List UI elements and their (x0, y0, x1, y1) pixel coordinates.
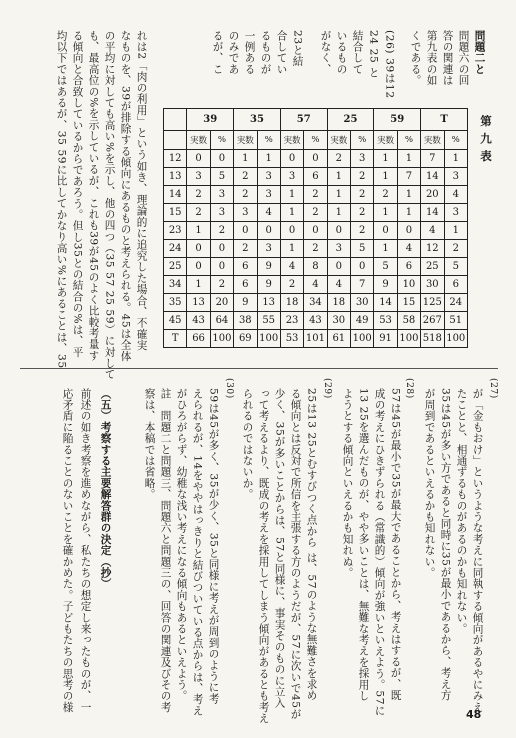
text-col: がなく、 (319, 30, 332, 75)
text-col: 結合して (351, 30, 364, 75)
table-cell: 3 (257, 240, 280, 258)
table-row (164, 222, 468, 240)
text-col: るが、こ (211, 30, 224, 75)
table-subheader-pct: % (444, 130, 468, 150)
text-col: (26) 39は12 (383, 30, 396, 99)
table-subheader-pct: % (304, 130, 327, 150)
data-table (163, 108, 468, 348)
table-cell: 1 (327, 186, 350, 204)
table-group-header: 25 (327, 109, 374, 131)
table-cell: 4 (421, 222, 444, 240)
table-cell: 1 (187, 275, 210, 293)
text-col: が「金もおけ」というような考えに同執する傾向があるやにみえ (471, 388, 484, 713)
table-cell: 49 (351, 311, 374, 329)
table-subheader-count: 実数 (327, 130, 350, 150)
table-cell: 6 (234, 275, 257, 293)
page-number: 48 (466, 708, 482, 721)
table-cell: 1 (397, 150, 420, 168)
table-cell: 5 (444, 258, 468, 276)
table-cell: 0 (374, 222, 397, 240)
note-number: (30) (224, 378, 234, 399)
table-subheader-count: 実数 (234, 130, 257, 150)
table-cell: 14 (421, 168, 444, 186)
text-col: ようとする傾向といえるかも知れぬ。 (341, 388, 354, 579)
note-number: (28) (404, 378, 414, 399)
text-col: のみであ (227, 30, 240, 75)
table-row-code: 14 (164, 186, 187, 204)
table-cell: 1 (327, 204, 350, 222)
text-col: えられるが、14をややはっきりと結びついている点からは、考え (191, 388, 204, 717)
table-corner-cell (164, 130, 187, 150)
table-cell: 20 (421, 186, 444, 204)
table-cell: 100 (351, 329, 374, 347)
table-cell: 2 (304, 240, 327, 258)
table-header-row (164, 109, 468, 131)
table-cell: 2 (210, 222, 233, 240)
table-cell: 0 (304, 222, 327, 240)
note-number: (27) (488, 378, 498, 399)
table-row-code: T (164, 329, 187, 347)
table-row-code: 25 (164, 258, 187, 276)
table-cell: 101 (304, 329, 327, 347)
table-row (164, 258, 468, 276)
table-cell: 13 (187, 293, 210, 311)
table-cell: 5 (210, 168, 233, 186)
table-cell: 9 (234, 293, 257, 311)
text-col: 問題二と (473, 30, 486, 75)
text-col: の平均に対しても高い%を示し、他の四つ（35 57 25 59）に対して (103, 30, 116, 381)
text-col: が周到であるといえるかも知れない。 (423, 388, 436, 579)
table-row (164, 240, 468, 258)
table-cell: 9 (257, 258, 280, 276)
table-cell: 1 (374, 150, 397, 168)
table-cell: 43 (187, 311, 210, 329)
text-col: くである。 (409, 30, 422, 86)
table-cell: 2 (304, 204, 327, 222)
table-cell: 0 (187, 240, 210, 258)
table-cell: 15 (397, 293, 420, 311)
table-cell: 3 (444, 168, 468, 186)
table-subheader-pct: % (397, 130, 420, 150)
table-row (164, 329, 468, 347)
text-col: 問題六の回 (457, 30, 470, 86)
table-group-header: T (421, 109, 468, 131)
table-cell: 0 (187, 258, 210, 276)
table-row-code: 35 (164, 293, 187, 311)
table-cell: 23 (280, 311, 303, 329)
table-row (164, 168, 468, 186)
table-cell: 0 (280, 150, 303, 168)
text-col: たことと、相通ずるものがあるのかも知れない。 (455, 388, 468, 635)
text-col: れは2「肉の利用」という如き、理論的に追究した場合、不確実 (135, 30, 148, 351)
table-cell: 3 (444, 204, 468, 222)
table-cell: 2 (374, 186, 397, 204)
table-cell: 0 (210, 240, 233, 258)
table-cell: 2 (304, 186, 327, 204)
table-cell: 3 (327, 240, 350, 258)
table-group-header: 35 (234, 109, 281, 131)
table-cell: 7 (397, 168, 420, 186)
table-row-code: 15 (164, 204, 187, 222)
table-row-code: 23 (164, 222, 187, 240)
table-cell: 6 (397, 258, 420, 276)
text-col: 59は45が多く、35が少く、35と同様に考えが周到のように考 (207, 388, 220, 705)
table-cell: 30 (351, 293, 374, 311)
table-cell: 0 (210, 150, 233, 168)
table-cell: 30 (421, 275, 444, 293)
table-cell: 125 (421, 293, 444, 311)
table-cell: 4 (327, 275, 350, 293)
text-col: 少く、35が多いことからは、57と同様に、事実そのものに立入 (273, 388, 286, 709)
table-cell: 4 (257, 204, 280, 222)
text-col: 均以下ではあるが、35 59に比してかなり高い%にあることは、35 (55, 30, 68, 369)
table-cell: 1 (397, 204, 420, 222)
text-col: 合してい (275, 30, 288, 75)
text-col: 成の考えにひきずられる（常識的）傾向が強いといえよう。57に (373, 388, 386, 717)
table-cell: 14 (374, 293, 397, 311)
table-cell: 0 (327, 258, 350, 276)
table-subheader-count: 実数 (421, 130, 444, 150)
table-cell: 1 (257, 150, 280, 168)
table-cell: 2 (351, 168, 374, 186)
table-cell: 100 (444, 329, 468, 347)
table-cell: 14 (421, 204, 444, 222)
table-cell: 0 (351, 258, 374, 276)
text-col: 23と結 (291, 30, 304, 68)
table-cell: 0 (280, 222, 303, 240)
table-cell: 2 (351, 204, 374, 222)
table-cell: 2 (351, 222, 374, 240)
text-col: 25は13 25とむすびつく点から は、57のような無難さを求め (305, 388, 318, 702)
table-cell: 7 (421, 150, 444, 168)
table-cell: 51 (444, 311, 468, 329)
table-cell: 5 (374, 258, 397, 276)
table-subheader-pct: % (351, 130, 374, 150)
text-col: なものを、39が排除する傾向にあるものと考えられる。45は全体 (119, 30, 132, 362)
table-cell: 2 (234, 240, 257, 258)
table-cell: 9 (257, 275, 280, 293)
table-row-code: 24 (164, 240, 187, 258)
table-row (164, 275, 468, 293)
table-subheader-pct: % (257, 130, 280, 150)
table-cell: 24 (444, 293, 468, 311)
table-cell: 34 (304, 293, 327, 311)
table-cell: 3 (351, 150, 374, 168)
table-cell: 3 (257, 168, 280, 186)
table-group-header: 39 (187, 109, 234, 131)
table-cell: 25 (421, 258, 444, 276)
table-cell: 6 (304, 168, 327, 186)
table-cell: 3 (210, 204, 233, 222)
text-col: も、最高位の%を示しているが、これも39が45のよく比較考量す (87, 30, 100, 362)
note-number: (29) (322, 378, 332, 399)
table-cell: 5 (351, 240, 374, 258)
table-cell: 10 (397, 275, 420, 293)
table-cell: 1 (397, 186, 420, 204)
text-col: いるもの (335, 30, 348, 75)
table-cell: 38 (234, 311, 257, 329)
table-cell: 53 (280, 329, 303, 347)
table-row (164, 204, 468, 222)
text-col: 第九表の如 (425, 30, 438, 86)
table-cell: 2 (187, 186, 210, 204)
table-cell: 66 (187, 329, 210, 347)
table-cell: 61 (327, 329, 350, 347)
table-cell: 91 (374, 329, 397, 347)
table-cell: 12 (421, 240, 444, 258)
text-col: るものが (259, 30, 272, 75)
table-row (164, 311, 468, 329)
text-col: 答の関連は (441, 30, 454, 86)
table-cell: 7 (351, 275, 374, 293)
table-row (164, 293, 468, 311)
table-cell: 4 (397, 240, 420, 258)
table-cell: 1 (444, 150, 468, 168)
table-cell: 58 (397, 311, 420, 329)
table-group-header: 57 (280, 109, 327, 131)
table-cell: 3 (280, 168, 303, 186)
table-row-code: 45 (164, 311, 187, 329)
table-cell: 0 (257, 222, 280, 240)
text-col: 察は、本稿では省略。 (143, 388, 156, 500)
table-cell: 1 (374, 168, 397, 186)
table-cell: 0 (397, 222, 420, 240)
table-cell: 2 (234, 168, 257, 186)
table-cell: 2 (187, 204, 210, 222)
text-col: って考えるより、既成の考えを採用してしまう傾向があるとも考え (257, 388, 270, 724)
table-row (164, 150, 468, 168)
table-cell: 0 (210, 258, 233, 276)
table-cell: 20 (210, 293, 233, 311)
text-col: 応矛盾に陥ることのないことを確かめた。子どもたちの思考の様 (61, 388, 74, 713)
table-cell: 53 (374, 311, 397, 329)
table-cell: 100 (397, 329, 420, 347)
table-cell: 518 (421, 329, 444, 347)
table-subheader-count: 実数 (280, 130, 303, 150)
table-cell: 3 (187, 168, 210, 186)
table-cell: 0 (234, 222, 257, 240)
table-cell: 1 (374, 204, 397, 222)
table-cell: 2 (210, 275, 233, 293)
table-row (164, 186, 468, 204)
table-cell: 2 (234, 186, 257, 204)
table-cell: 4 (444, 186, 468, 204)
table-cell: 1 (280, 240, 303, 258)
table-cell: 1 (234, 150, 257, 168)
table-subheader-count: 実数 (374, 130, 397, 150)
table-cell: 4 (280, 258, 303, 276)
table-row-code: 34 (164, 275, 187, 293)
text-col: 前述の如き考察を進めながら、私たちの想定し来ったものが、一 (79, 388, 92, 713)
table-cell: 1 (187, 222, 210, 240)
table-cell: 18 (280, 293, 303, 311)
text-col: 一例ある (243, 30, 256, 75)
text-col: 註 問題二と問題三、問題六と問題三の、回答の関連及びその考 (159, 388, 172, 713)
table-cell: 2 (280, 275, 303, 293)
table-cell: 0 (304, 150, 327, 168)
table-label: 第九表 (479, 115, 493, 168)
table-cell: 100 (257, 329, 280, 347)
table-corner-cell (164, 109, 187, 131)
table-cell: 267 (421, 311, 444, 329)
table-cell: 13 (257, 293, 280, 311)
table-group-header: 59 (374, 109, 421, 131)
table-body (164, 109, 468, 348)
text-col: 13 25を選んだものが、やや多いことは、無難な考えを採用し (357, 388, 370, 702)
text-col: 24 25 と (367, 30, 380, 79)
text-col: 57は45が最小で35が最大であることから、考えはするが、既 (389, 388, 402, 701)
table-cell: 0 (187, 150, 210, 168)
table-cell: 1 (280, 204, 303, 222)
table-cell: 2 (327, 150, 350, 168)
table-cell: 1 (280, 186, 303, 204)
table-subheader-row (164, 130, 468, 150)
text-col: る傾向とは反対で所信を主張する方のようだが、57に次いで45が (289, 388, 302, 720)
table-cell: 100 (210, 329, 233, 347)
table-row-code: 12 (164, 150, 187, 168)
table-subheader-pct: % (210, 130, 233, 150)
table-cell: 43 (304, 311, 327, 329)
table-cell: 3 (210, 186, 233, 204)
table-row-code: 13 (164, 168, 187, 186)
section-heading: （五）考察する主要解答群の決定（抄） (99, 388, 112, 590)
table-cell: 9 (374, 275, 397, 293)
table-cell: 2 (444, 240, 468, 258)
table-cell: 6 (444, 275, 468, 293)
text-col: られるのではないか。 (241, 388, 254, 500)
table-cell: 8 (304, 258, 327, 276)
table-cell: 6 (234, 258, 257, 276)
table-cell: 1 (327, 168, 350, 186)
section-divider (20, 368, 498, 369)
table-cell: 1 (374, 240, 397, 258)
text-col: る傾向と合致しているからであろう。但し35との結合の%は、平 (71, 30, 84, 358)
table-cell: 30 (327, 311, 350, 329)
table-cell: 1 (444, 222, 468, 240)
table-cell: 3 (257, 186, 280, 204)
table-cell: 3 (234, 204, 257, 222)
table-cell: 2 (351, 186, 374, 204)
text-col: がひろがらず、幼稚な浅い考えになる傾向もあるといえよう。 (175, 388, 188, 702)
table-cell: 0 (327, 222, 350, 240)
table-cell: 64 (210, 311, 233, 329)
table-cell: 69 (234, 329, 257, 347)
table-cell: 4 (304, 275, 327, 293)
table-cell: 18 (327, 293, 350, 311)
table-cell: 55 (257, 311, 280, 329)
table-subheader-count: 実数 (187, 130, 210, 150)
text-col: 35は45が多い方であると同時に35が最小であるから、考え方 (439, 388, 452, 701)
